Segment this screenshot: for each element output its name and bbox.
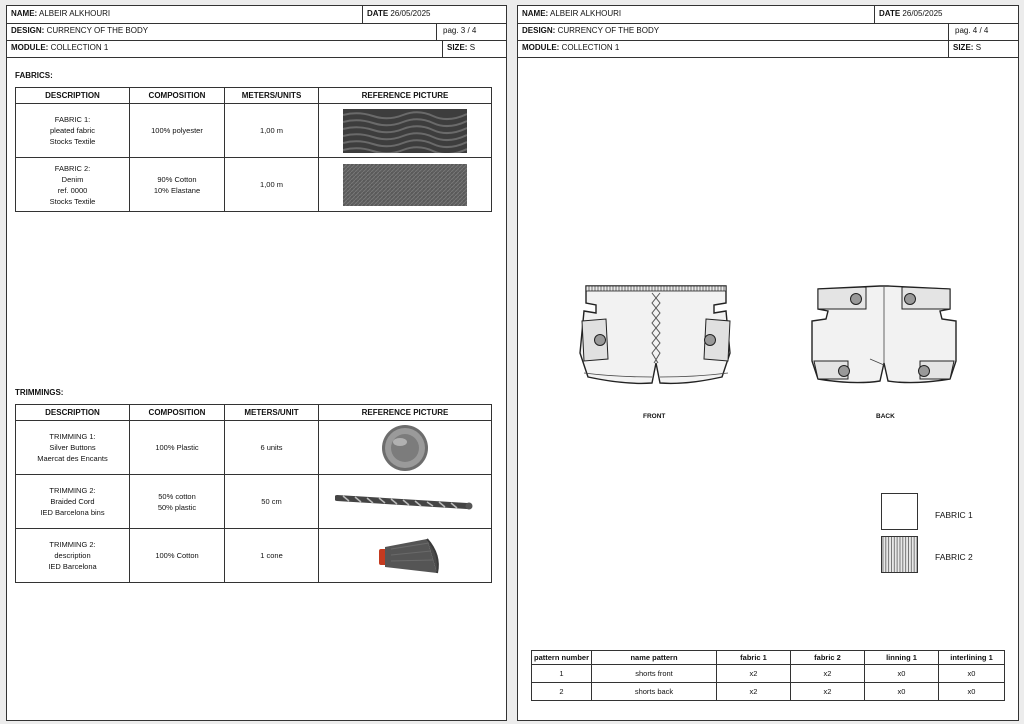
fabric1-legend-swatch xyxy=(881,493,918,530)
header-row-module xyxy=(7,40,506,58)
name-value: ALBEIR ALKHOURI xyxy=(39,9,111,18)
page-number: pag. 3 / 4 xyxy=(436,23,507,40)
meters-cell: 1 cone xyxy=(225,529,319,583)
col-reference: REFERENCE PICTURE xyxy=(319,88,492,104)
col-meters: METERS/UNIT xyxy=(225,405,319,421)
table-row xyxy=(16,421,492,475)
module-label: MODULE: xyxy=(11,43,49,52)
page-header xyxy=(518,6,1018,58)
description-cell: TRIMMING 2: Braided Cord IED Barcelona bins xyxy=(16,475,130,529)
shorts-front-sketch xyxy=(576,281,736,393)
date-label: DATE xyxy=(879,9,901,18)
page-header xyxy=(7,6,506,58)
meters-cell: 1,00 m xyxy=(225,158,319,212)
date-value: 26/05/2025 xyxy=(902,9,943,18)
trimmings-title: TRIMMINGS: xyxy=(15,388,64,397)
col-fabric2: fabric 2 xyxy=(791,651,865,665)
reference-cell xyxy=(319,158,492,212)
spec-page-4 xyxy=(517,5,1019,721)
meters-cell: 50 cm xyxy=(225,475,319,529)
module-value: COLLECTION 1 xyxy=(561,43,620,52)
size-value: S xyxy=(975,43,982,52)
design-label: DESIGN: xyxy=(11,26,45,35)
description-cell: FABRIC 2: Denim ref. 0000 Stocks Textile xyxy=(16,158,130,212)
fabrics-title: FABRICS: xyxy=(15,71,53,80)
col-linning1: linning 1 xyxy=(865,651,939,665)
description-cell: TRIMMING 2: description IED Barcelona xyxy=(16,529,130,583)
reference-cell xyxy=(319,475,492,529)
size-label: SIZE: xyxy=(953,43,974,52)
table-row: 1 shorts front x2 x2 x0 x0 xyxy=(532,665,1005,683)
table-row xyxy=(16,104,492,158)
design-value: CURRENCY OF THE BODY xyxy=(557,26,660,35)
spec-page-3 xyxy=(6,5,507,721)
meters-cell: 1,00 m xyxy=(225,104,319,158)
col-description: DESCRIPTION xyxy=(16,405,130,421)
table-row: 2 shorts back x2 x2 x0 x0 xyxy=(532,683,1005,701)
col-reference: REFERENCE PICTURE xyxy=(319,405,492,421)
description-cell: FABRIC 1: pleated fabric Stocks Textile xyxy=(16,104,130,158)
composition-cell: 50% cotton 50% plastic xyxy=(130,475,225,529)
name-label: NAME: xyxy=(522,9,549,18)
name-label: NAME: xyxy=(11,9,38,18)
fabric1-legend-label: FABRIC 1 xyxy=(935,510,973,520)
shorts-back-sketch xyxy=(804,281,964,393)
module-label: MODULE: xyxy=(522,43,560,52)
front-label: FRONT xyxy=(643,413,666,420)
table-row xyxy=(16,529,492,583)
col-description: DESCRIPTION xyxy=(16,88,130,104)
module-value: COLLECTION 1 xyxy=(50,43,109,52)
fabrics-table xyxy=(15,87,492,212)
col-pattern-number: pattern number xyxy=(532,651,592,665)
reference-cell xyxy=(319,529,492,583)
design-value: CURRENCY OF THE BODY xyxy=(46,26,149,35)
header-row-design xyxy=(7,23,506,41)
thread-cone-icon xyxy=(365,533,445,579)
composition-cell: 100% Plastic xyxy=(130,421,225,475)
composition-cell: 100% Cotton xyxy=(130,529,225,583)
size-label: SIZE: xyxy=(447,43,468,52)
fabric2-legend-label: FABRIC 2 xyxy=(935,552,973,562)
description-cell: TRIMMING 1: Silver Buttons Maercat des Encants xyxy=(16,421,130,475)
header-row-name xyxy=(7,6,506,24)
design-label: DESIGN: xyxy=(522,26,556,35)
col-composition: COMPOSITION xyxy=(130,405,225,421)
header-row-name xyxy=(518,6,1018,24)
date-label: DATE xyxy=(367,9,389,18)
col-interlining1: interlining 1 xyxy=(939,651,1005,665)
size-value: S xyxy=(469,43,476,52)
reference-cell xyxy=(319,104,492,158)
header-row-design xyxy=(518,23,1018,41)
pleated-fabric-swatch xyxy=(343,109,467,153)
header-row-module xyxy=(518,40,1018,58)
table-row xyxy=(16,475,492,529)
silver-button-icon xyxy=(380,423,430,473)
back-label: BACK xyxy=(876,413,895,420)
name-value: ALBEIR ALKHOURI xyxy=(550,9,622,18)
composition-cell: 100% polyester xyxy=(130,104,225,158)
col-fabric1: fabric 1 xyxy=(717,651,791,665)
col-meters: METERS/UNITS xyxy=(225,88,319,104)
fabric2-legend-swatch xyxy=(881,536,918,573)
table-row xyxy=(16,158,492,212)
reference-cell xyxy=(319,421,492,475)
trimmings-table xyxy=(15,404,492,583)
composition-cell: 90% Cotton 10% Elastane xyxy=(130,158,225,212)
denim-swatch xyxy=(343,164,467,206)
pattern-table xyxy=(531,650,1005,701)
braided-cord-icon xyxy=(335,492,475,512)
date-value: 26/05/2025 xyxy=(390,9,431,18)
meters-cell: 6 units xyxy=(225,421,319,475)
page-number: pag. 4 / 4 xyxy=(948,23,1019,40)
col-composition: COMPOSITION xyxy=(130,88,225,104)
col-name-pattern: name pattern xyxy=(592,651,717,665)
